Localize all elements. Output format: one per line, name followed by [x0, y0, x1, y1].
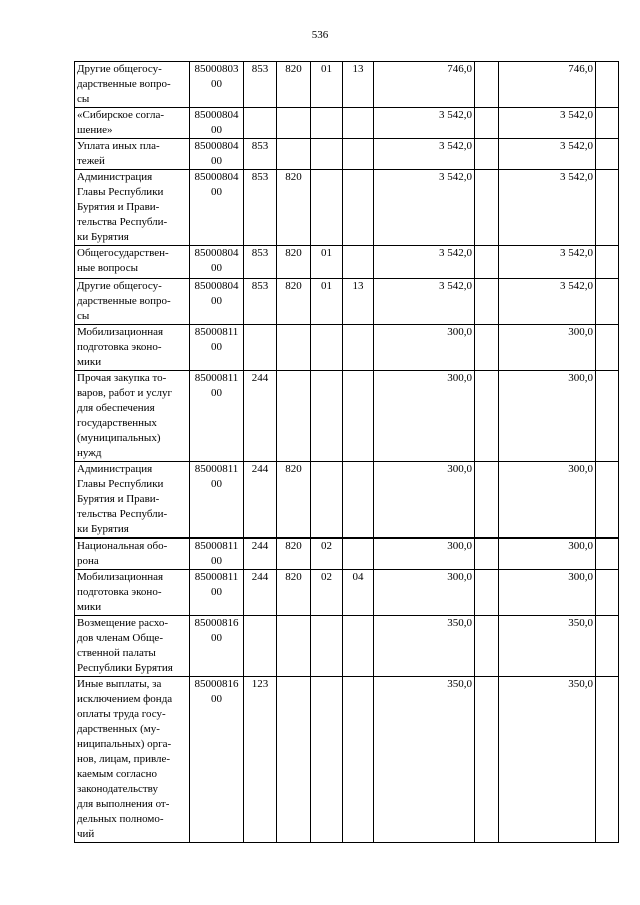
cell-sum-1: 3 542,0 [374, 279, 475, 325]
cell-name: Мобилизационная подготовка эконо- мики [75, 570, 190, 616]
cell-vr: 123 [244, 677, 277, 843]
cell-code: 85000803 00 [190, 62, 244, 108]
cell-grbs: 820 [277, 246, 311, 279]
table-row [75, 279, 619, 325]
cell-sum-4 [596, 325, 619, 371]
table-row [75, 246, 619, 279]
cell-rz: 02 [311, 570, 343, 616]
cell-sum-4 [596, 108, 619, 139]
cell-grbs: 820 [277, 170, 311, 246]
cell-sum-1: 746,0 [374, 62, 475, 108]
cell-sum-1: 350,0 [374, 677, 475, 843]
cell-sum-2 [475, 246, 499, 279]
cell-vr: 244 [244, 538, 277, 570]
cell-sum-4 [596, 371, 619, 462]
cell-sum-2 [475, 570, 499, 616]
cell-sum-3: 3 542,0 [499, 139, 596, 170]
cell-name: «Сибирское согла- шение» [75, 108, 190, 139]
table-row [75, 371, 619, 462]
cell-sum-4 [596, 570, 619, 616]
cell-vr: 853 [244, 139, 277, 170]
table-row [75, 139, 619, 170]
cell-sum-2 [475, 170, 499, 246]
cell-grbs [277, 616, 311, 677]
cell-sum-3: 3 542,0 [499, 108, 596, 139]
cell-sum-3: 300,0 [499, 570, 596, 616]
cell-vr: 244 [244, 462, 277, 539]
cell-pr: 13 [343, 279, 374, 325]
cell-pr [343, 139, 374, 170]
cell-grbs: 820 [277, 570, 311, 616]
cell-name: Мобилизационная подготовка эконо- мики [75, 325, 190, 371]
cell-sum-1: 3 542,0 [374, 246, 475, 279]
cell-pr [343, 677, 374, 843]
cell-grbs: 820 [277, 62, 311, 108]
cell-grbs [277, 325, 311, 371]
cell-vr: 853 [244, 246, 277, 279]
cell-rz: 01 [311, 62, 343, 108]
cell-vr: 853 [244, 62, 277, 108]
page-number: 536 [311, 29, 329, 41]
cell-rz [311, 325, 343, 371]
cell-sum-2 [475, 371, 499, 462]
cell-code: 85000811 00 [190, 538, 244, 570]
cell-code: 85000804 00 [190, 108, 244, 139]
cell-sum-3: 300,0 [499, 325, 596, 371]
cell-rz [311, 462, 343, 539]
cell-name: Другие общегосу- дарственные вопро- сы [75, 62, 190, 108]
cell-name: Общегосударствен- ные вопросы [75, 246, 190, 279]
cell-sum-2 [475, 462, 499, 539]
cell-sum-2 [475, 62, 499, 108]
cell-rz [311, 677, 343, 843]
cell-sum-3: 300,0 [499, 462, 596, 539]
cell-sum-1: 3 542,0 [374, 170, 475, 246]
cell-sum-2 [475, 616, 499, 677]
cell-pr [343, 325, 374, 371]
cell-rz [311, 170, 343, 246]
cell-grbs: 820 [277, 279, 311, 325]
cell-code: 85000816 00 [190, 616, 244, 677]
cell-vr: 244 [244, 570, 277, 616]
cell-vr: 853 [244, 279, 277, 325]
cell-code: 85000811 00 [190, 371, 244, 462]
cell-grbs [277, 108, 311, 139]
cell-sum-4 [596, 677, 619, 843]
budget-table [74, 61, 619, 843]
cell-pr [343, 246, 374, 279]
cell-pr [343, 108, 374, 139]
cell-sum-1: 300,0 [374, 538, 475, 570]
cell-code: 85000811 00 [190, 570, 244, 616]
cell-sum-4 [596, 246, 619, 279]
cell-sum-4 [596, 616, 619, 677]
cell-sum-2 [475, 538, 499, 570]
cell-sum-4 [596, 170, 619, 246]
table-row [75, 677, 619, 843]
cell-pr: 04 [343, 570, 374, 616]
cell-rz: 01 [311, 279, 343, 325]
cell-sum-1: 300,0 [374, 325, 475, 371]
table-row [75, 616, 619, 677]
cell-grbs [277, 371, 311, 462]
cell-sum-4 [596, 139, 619, 170]
cell-vr: 853 [244, 170, 277, 246]
table-row [75, 570, 619, 616]
cell-vr [244, 616, 277, 677]
table-row [75, 170, 619, 246]
cell-grbs: 820 [277, 538, 311, 570]
cell-pr [343, 371, 374, 462]
cell-name: Иные выплаты, за исключением фонда оплаты труда госу- дарственных (му- ниципальных) орга- нов, лицам, привле- каемым согласно законодательству для выполнения от- дельных полномо- чий [75, 677, 190, 843]
table-row [75, 108, 619, 139]
cell-rz [311, 616, 343, 677]
cell-sum-2 [475, 677, 499, 843]
cell-pr [343, 616, 374, 677]
cell-rz: 02 [311, 538, 343, 570]
cell-name: Возмещение расхо- дов членам Обще- ственной палаты Республики Бурятия [75, 616, 190, 677]
cell-sum-3: 350,0 [499, 677, 596, 843]
cell-name: Администрация Главы Республики Бурятия и Прави- тельства Республи- ки Бурятия [75, 170, 190, 246]
cell-vr [244, 325, 277, 371]
cell-vr [244, 108, 277, 139]
cell-name: Другие общегосу- дарственные вопро- сы [75, 279, 190, 325]
cell-sum-4 [596, 538, 619, 570]
cell-sum-1: 3 542,0 [374, 108, 475, 139]
cell-sum-1: 300,0 [374, 462, 475, 539]
table-row [75, 62, 619, 108]
cell-code: 85000804 00 [190, 279, 244, 325]
cell-sum-3: 3 542,0 [499, 279, 596, 325]
table-row [75, 538, 619, 570]
cell-pr [343, 462, 374, 539]
cell-sum-4 [596, 462, 619, 539]
cell-name: Прочая закупка то- варов, работ и услуг для обеспечения государственных (муниципальных) нужд [75, 371, 190, 462]
cell-sum-4 [596, 279, 619, 325]
cell-code: 85000816 00 [190, 677, 244, 843]
cell-code: 85000804 00 [190, 139, 244, 170]
cell-sum-2 [475, 139, 499, 170]
cell-sum-3: 350,0 [499, 616, 596, 677]
cell-sum-2 [475, 108, 499, 139]
cell-grbs [277, 677, 311, 843]
cell-pr [343, 170, 374, 246]
cell-rz [311, 139, 343, 170]
table-row [75, 462, 619, 539]
cell-name: Национальная обо- рона [75, 538, 190, 570]
cell-code: 85000804 00 [190, 246, 244, 279]
cell-sum-3: 3 542,0 [499, 170, 596, 246]
cell-sum-4 [596, 62, 619, 108]
cell-sum-1: 3 542,0 [374, 139, 475, 170]
cell-vr: 244 [244, 371, 277, 462]
table-row [75, 325, 619, 371]
cell-grbs: 820 [277, 462, 311, 539]
cell-code: 85000811 00 [190, 325, 244, 371]
cell-sum-3: 300,0 [499, 538, 596, 570]
cell-sum-1: 350,0 [374, 616, 475, 677]
cell-rz [311, 108, 343, 139]
cell-sum-3: 3 542,0 [499, 246, 596, 279]
table-body [75, 62, 619, 843]
cell-code: 85000804 00 [190, 170, 244, 246]
cell-sum-3: 300,0 [499, 371, 596, 462]
cell-name: Администрация Главы Республики Бурятия и Прави- тельства Республи- ки Бурятия [75, 462, 190, 539]
cell-sum-3: 746,0 [499, 62, 596, 108]
cell-grbs [277, 139, 311, 170]
cell-rz: 01 [311, 246, 343, 279]
cell-name: Уплата иных пла- тежей [75, 139, 190, 170]
cell-sum-1: 300,0 [374, 371, 475, 462]
cell-pr [343, 538, 374, 570]
cell-code: 85000811 00 [190, 462, 244, 539]
cell-sum-2 [475, 279, 499, 325]
cell-sum-1: 300,0 [374, 570, 475, 616]
cell-rz [311, 371, 343, 462]
cell-pr: 13 [343, 62, 374, 108]
cell-sum-2 [475, 325, 499, 371]
